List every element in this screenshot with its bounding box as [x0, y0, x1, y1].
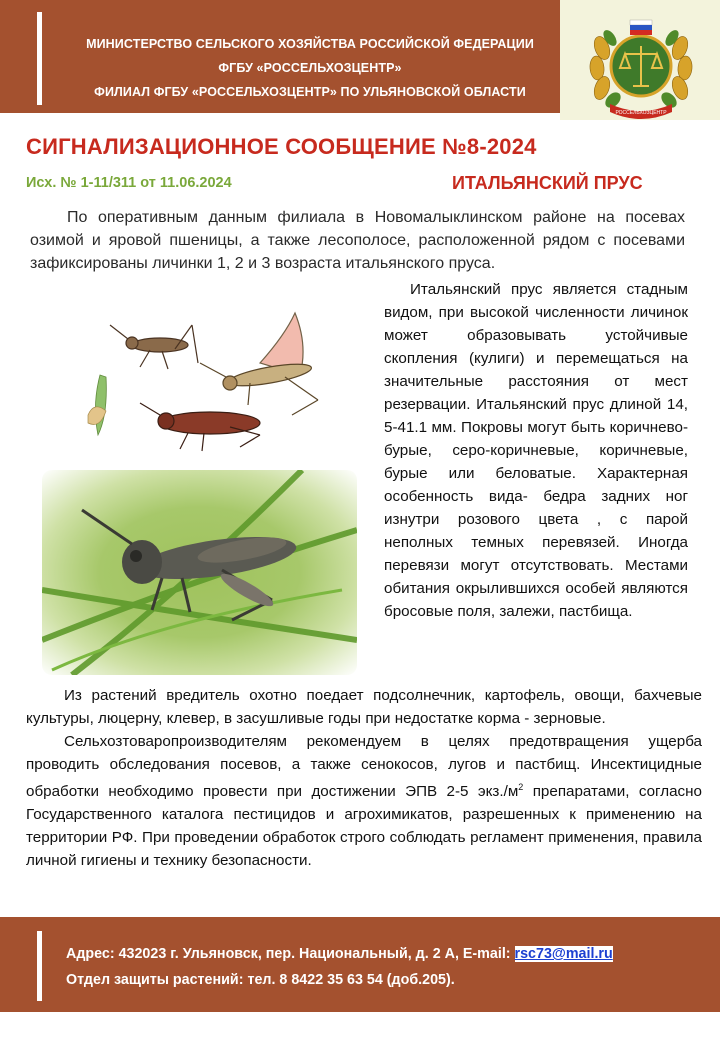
emblem-box	[560, 0, 720, 120]
paragraph-recommendations	[26, 730, 702, 872]
paragraph-diet: Из растений вредитель охотно поедает подсолнечник, картофель, овощи, бахчевые культуры, люцерну, клевер, в засушливые годы при недостатке корма - зерновые.	[26, 687, 702, 727]
footer-phone: Отдел защиты растений: тел. 8 8422 35 63 54 (доб.205).	[66, 972, 455, 988]
footer-address: Адрес: 432023 г. Ульяновск, пер. Национальный, д. 2 А, E-mail:	[66, 946, 515, 962]
footer-address-line	[66, 941, 716, 967]
grasshopper-photo	[42, 470, 357, 675]
emblem-ribbon-text: РОССЕЛЬХОЗЦЕНТР	[615, 110, 667, 116]
intro-paragraph: По оперативным данным филиала в Новомалыклинском районе на посевах озимой и яровой пшеницы, а также лесополосе, расположенной рядом с посевами зафиксированы личинки 1, 2 и 3 возраста итальянского пруса.	[30, 209, 685, 272]
pest-description: Итальянский прус является стадным видом, при высокой численности личинок может образовывать устойчивые скопления (кулиги) и перемещаться на значительные расстояния от мест резервации. Итальянский прус длиной 14, 5-41.1 мм. Покровы могут быть коричнево-бурые, серо-коричневые, коричневые, бурые или беловатые. Характерная особенность вида- бедра задних ног изнутри розового цвета , с парой неполных темных перевязей. Иногда перевязи могут отсутствовать. Местами обитания окрылившихся особей являются бросовые поля, залежи, пастбища.	[384, 281, 688, 620]
header-line-fgbu: ФГБУ «РОССЕЛЬХОЗЦЕНТР»	[218, 61, 402, 75]
email-link[interactable]: rsc73@mail.ru	[514, 946, 613, 962]
reference-number: Исх. № 1-11/311 от 11.06.2024	[26, 175, 232, 191]
header-line-ministry: МИНИСТЕРСТВО СЕЛЬСКОГО ХОЗЯЙСТВА РОССИЙСКОЙ ФЕДЕРАЦИИ	[86, 37, 534, 51]
body-text	[26, 684, 702, 872]
page-title: СИГНАЛИЗАЦИОННОЕ СООБЩЕНИЕ №8-2024	[26, 134, 537, 159]
recommendations-text-cont: препаратами, согласно Государственного каталога пестицидов и агрохимикатов, разрешенных к применению на территории РФ. При проведении обработок строго соблюдать регламент применения, правила личной гигиены и технику безопасности.	[26, 783, 702, 870]
grasshopper-on-grass-icon	[42, 470, 357, 675]
header-divider	[37, 12, 42, 105]
superscript-2: 2	[518, 782, 524, 792]
footer-divider	[37, 931, 42, 1001]
recommendations-text: Сельхозтоваропроизводителям рекомендуем в целях предотвращения ущерба проводить обследования посевов, а также сенокосов, лугов и пастбищ. Инсектицидные обработки необходимо провести при достижении ЭПВ 2-5 экз./м	[26, 733, 702, 801]
header-line-branch: ФИЛИАЛ ФГБУ «РОССЕЛЬХОЗЦЕНТР» ПО УЛЬЯНОВСКОЙ ОБЛАСТИ	[94, 85, 526, 99]
grasshopper-illustration	[80, 305, 350, 455]
header-text	[50, 32, 570, 104]
footer-band	[0, 917, 720, 1012]
ministry-emblem-icon	[580, 8, 702, 120]
footer-text	[66, 941, 716, 993]
pest-name: ИТАЛЬЯНСКИЙ ПРУС	[452, 173, 643, 193]
grasshopper-stages-icon	[80, 305, 350, 455]
